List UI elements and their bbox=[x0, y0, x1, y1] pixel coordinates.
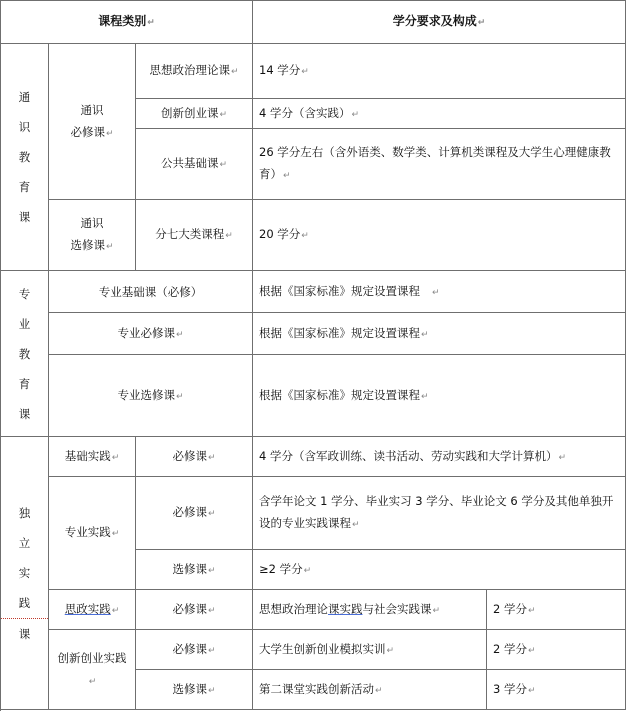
credits-header: 学分要求及构成↵ bbox=[253, 1, 626, 44]
practice-major-label: 专业实践↵ bbox=[49, 477, 136, 590]
course-credits: 根据《国家标准》规定设置课程↵ bbox=[253, 355, 626, 437]
course-name: 专业基础课（必修） bbox=[49, 271, 253, 313]
table-row bbox=[1, 590, 626, 630]
course-credits: 根据《国家标准》规定设置课程↵ bbox=[253, 313, 626, 355]
table-row bbox=[1, 630, 626, 670]
table-row bbox=[1, 437, 626, 477]
table-row bbox=[1, 355, 626, 437]
course-type: 必修课↵ bbox=[136, 437, 253, 477]
course-credits: 26 学分左右（含外语类、数学类、计算机类课程及大学生心理健康教育）↵ bbox=[253, 129, 626, 200]
course-description: 大学生创新创业模拟实训↵ bbox=[253, 630, 487, 670]
professional-education-group: 专 业 教 育 课 bbox=[1, 271, 49, 437]
header-row bbox=[1, 1, 626, 44]
practice-group: 独 立 实 践 课 bbox=[1, 437, 49, 710]
course-name: 创新创业课↵ bbox=[136, 99, 253, 129]
course-credits: 2 学分↵ bbox=[487, 590, 626, 630]
course-type: 必修课↵ bbox=[136, 477, 253, 550]
general-elective-label: 通识 选修课↵ bbox=[49, 200, 136, 271]
table-row bbox=[1, 44, 626, 99]
practice-innovation-label: 创新创业实践↵ bbox=[49, 630, 136, 710]
practice-basic-label: 基础实践↵ bbox=[49, 437, 136, 477]
table-row bbox=[1, 271, 626, 313]
general-required-label: 通识 必修课↵ bbox=[49, 44, 136, 200]
course-type: 选修课↵ bbox=[136, 670, 253, 710]
course-credits: 2 学分↵ bbox=[487, 630, 626, 670]
course-credits: 含学年论文 1 学分、毕业实习 3 学分、毕业论文 6 学分及其他单独开设的专业实践课程↵ bbox=[253, 477, 626, 550]
practice-ideological-label: 思政实践↵ bbox=[49, 590, 136, 630]
course-type: 必修课↵ bbox=[136, 590, 253, 630]
course-description: 思想政治理论课实践与社会实践课↵ bbox=[253, 590, 487, 630]
table-row bbox=[1, 477, 626, 550]
course-type: 选修课↵ bbox=[136, 550, 253, 590]
general-education-group: 通 识 教 育 课 bbox=[1, 44, 49, 271]
course-credits: 3 学分↵ bbox=[487, 670, 626, 710]
course-credits: 4 学分（含实践）↵ bbox=[253, 99, 626, 129]
course-credits: 根据《国家标准》规定设置课程 ↵ bbox=[253, 271, 626, 313]
course-credits: 20 学分↵ bbox=[253, 200, 626, 271]
course-credits: ≥2 学分↵ bbox=[253, 550, 626, 590]
table-row bbox=[1, 313, 626, 355]
course-name: 公共基础课↵ bbox=[136, 129, 253, 200]
course-name: 分七大类课程↵ bbox=[136, 200, 253, 271]
course-credits: 14 学分↵ bbox=[253, 44, 626, 99]
course-name: 专业必修课↵ bbox=[49, 313, 253, 355]
course-name: 专业选修课↵ bbox=[49, 355, 253, 437]
course-credits: 4 学分（含军政训练、读书活动、劳动实践和大学计算机）↵ bbox=[253, 437, 626, 477]
table-row bbox=[1, 200, 626, 271]
course-description: 第二课堂实践创新活动↵ bbox=[253, 670, 487, 710]
category-header: 课程类别↵ bbox=[1, 1, 253, 44]
course-type: 必修课↵ bbox=[136, 630, 253, 670]
course-name: 思想政治理论课↵ bbox=[136, 44, 253, 99]
